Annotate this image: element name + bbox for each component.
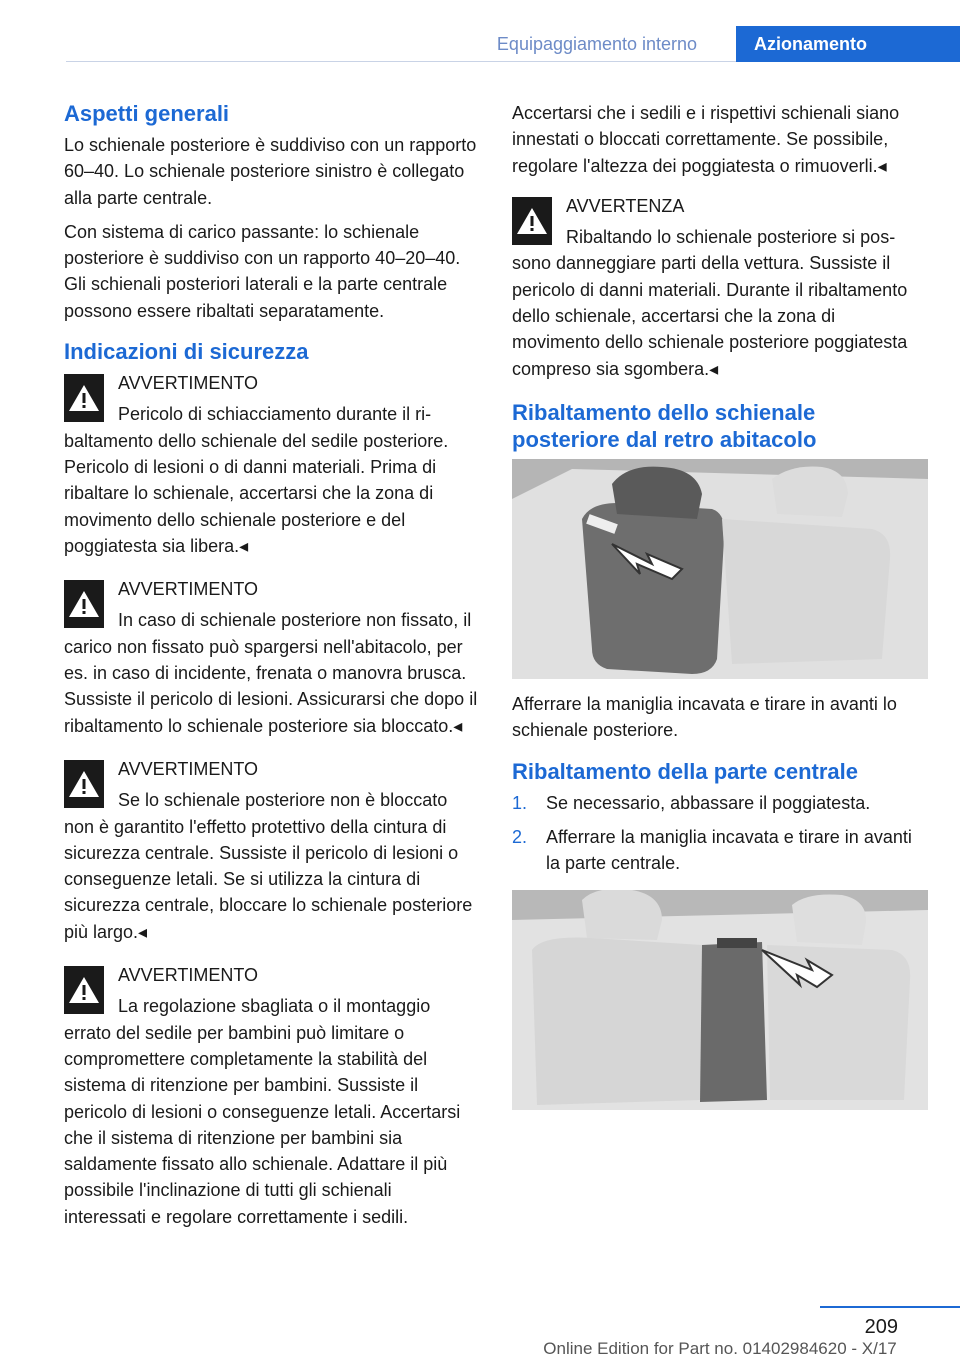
notice-title: AVVERTENZA xyxy=(566,195,685,216)
section-title-safety: Indicazioni di sicurezza xyxy=(64,339,309,365)
paragraph: Con sistema di carico passante: lo schienale posteriore è suddiviso con un rapporto 40–20–40. Gli schienali posteriori laterali e la parte centrale possono essere ribaltati separatamente. xyxy=(64,221,461,321)
step-number: 2. xyxy=(512,826,528,847)
warning-title: AVVERTIMENTO xyxy=(118,965,259,986)
warning-title: AVVERTIMENTO xyxy=(118,373,259,394)
warning-triangle-icon xyxy=(64,966,104,1014)
warning-block xyxy=(64,576,478,739)
edition-note: Online Edition for Part no. 01402984620 - X/17 xyxy=(543,1339,897,1358)
warning-body: Se lo schienale posteriore non è bloccato non è garantito l'effetto protettivo della cintura di sicurezza centrale. Sussiste il pericolo di lesioni o conseguenze letali. Se si utilizza la cintura di sicurezza centrale, bloccare lo schienale posteriore più largo.◂ xyxy=(64,790,473,942)
step-text: Se necessario, abbassare il poggiatesta. xyxy=(546,792,871,813)
center-section-photo xyxy=(512,890,928,1110)
list-item xyxy=(512,824,928,877)
warning-block xyxy=(64,370,478,559)
warning-body: Pericolo di schiacciamento durante il ribaltamento dello schienale del sedile posteriore. Pericolo di lesioni o di danni materiali. Prima di ribaltare lo schienale, accertarsi che la zona di movimento dello schienale posteriore e del poggiatesta sia libera.◂ xyxy=(64,404,449,556)
section-title-general: Aspetti generali xyxy=(64,101,230,126)
warning-title: AVVERTIMENTO xyxy=(118,758,259,779)
header-chapter-tab: Azionamento xyxy=(736,26,960,62)
warning-block xyxy=(64,756,478,945)
section-title-fold-rear: Ribaltamento dello schienale posteriore dal retro abitacolo xyxy=(512,399,817,452)
step-text: Afferrare la maniglia incavata e tirare in avanti la parte centrale. xyxy=(546,826,912,874)
paragraph: Accertarsi che i sedili e i rispettivi schienali siano innestati o bloccati correttamente. Se possibile, regolare l'altezza dei poggiatesta o rimuoverli.◂ xyxy=(512,103,900,176)
warning-body: La regolazione sbagliata o il montaggio errato del sedile per bambini può limitare o compromettere completamente la stabilità del sistema di ritenzione per bambini. Sussiste il pericolo di lesioni o conseguenze letali. Accertarsi che il sistema di ritenzione per bambini sia saldamente fissato allo schienale. Adattare il più possibile l'inclinazione di tutti gli schienali interessati e regolare correttamente i sedili. xyxy=(64,996,461,1227)
warning-block xyxy=(64,962,478,1230)
warning-triangle-icon xyxy=(64,580,104,628)
notice-body: Ribaltando lo schienale posteriore si possono danneggiare parti della vettura. Sussiste il pericolo di danni materiali. Durante il ribaltamento dello schienale, accertarsi che la zona di movimento dello schienale posteriore poggiatesta compreso sia sgombera.◂ xyxy=(512,227,908,379)
paragraph: Lo schienale posteriore è suddiviso con un rapporto 60–40. Lo schienale posteriore sinistro è collegato alla parte centrale. xyxy=(64,135,477,208)
list-item xyxy=(512,790,928,816)
figure-caption: Afferrare la maniglia incavata e tirare in avanti lo schienale posteriore. xyxy=(512,693,897,741)
footer-rule xyxy=(820,1306,960,1308)
page-number: 209 xyxy=(864,1316,898,1338)
section-title-fold-center: Ribaltamento della parte centrale xyxy=(512,758,858,784)
header-section: Equipaggiamento interno xyxy=(496,34,698,54)
left-column xyxy=(64,100,478,1247)
warning-triangle-icon xyxy=(64,760,104,808)
warning-triangle-icon xyxy=(64,374,104,422)
right-column xyxy=(512,100,928,1122)
rear-seat-backrest-photo xyxy=(512,459,928,679)
warning-title: AVVERTIMENTO xyxy=(118,579,259,600)
notice-block xyxy=(512,193,928,382)
warning-triangle-icon xyxy=(512,197,552,245)
steps-list xyxy=(512,790,928,877)
step-number: 1. xyxy=(512,792,528,813)
warning-body: In caso di schienale posteriore non fissato, il carico non fissato può spargersi nell'abitacolo, per es. in caso di incidente, frenata o manovra brusca. Sussiste il pericolo di lesioni. Assicurarsi che dopo il ribaltamento lo schienale posteriore sia bloccato.◂ xyxy=(64,610,478,736)
